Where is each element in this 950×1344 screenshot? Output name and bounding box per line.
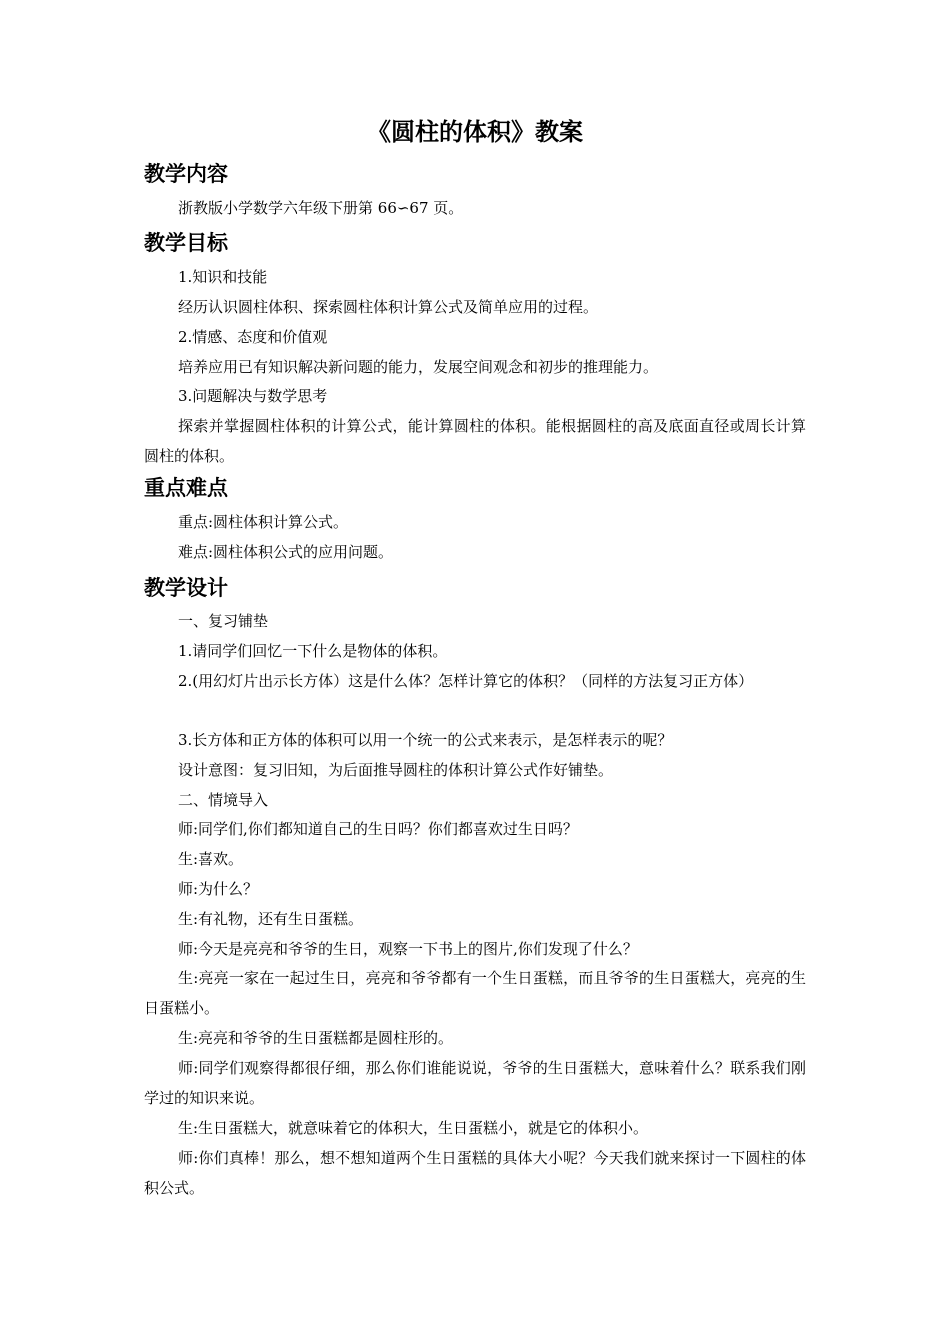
- paragraph: 师:你们真棒！那么，想不想知道两个生日蛋糕的具体大小呢？今天我们就来探讨一下圆柱的体积公式。: [144, 1149, 806, 1197]
- paragraph: 3.长方体和正方体的体积可以用一个统一的公式来表示，是怎样表示的呢？: [178, 731, 673, 749]
- paragraph: 师:今天是亮亮和爷爷的生日，观察一下书上的图片,你们发现了什么？: [178, 940, 638, 958]
- paragraph: 二、情境导入: [178, 791, 269, 809]
- paragraph: 1.请同学们回忆一下什么是物体的体积。: [178, 642, 448, 660]
- paragraph: 经历认识圆柱体积、探索圆柱体积计算公式及简单应用的过程。: [178, 298, 599, 316]
- document-title: 《圆柱的体积》教案: [367, 118, 583, 146]
- paragraph: 难点:圆柱体积公式的应用问题。: [178, 543, 394, 561]
- paragraph: 师:同学们,你们都知道自己的生日吗？你们都喜欢过生日吗？: [178, 820, 578, 838]
- paragraph: 师:同学们观察得都很仔细，那么你们谁能说说，爷爷的生日蛋糕大，意味着什么？联系我们刚学过的知识来说。: [144, 1059, 806, 1107]
- heading-content: 教学内容: [144, 162, 228, 186]
- paragraph: 2.(用幻灯片出示长方体）这是什么体？怎样计算它的体积？（同样的方法复习正方体）: [178, 672, 754, 690]
- paragraph: 生:生日蛋糕大，就意味着它的体积大，生日蛋糕小，就是它的体积小。: [178, 1119, 649, 1137]
- paragraph: 2.情感、态度和价值观: [178, 328, 328, 346]
- paragraph: 1.知识和技能: [178, 268, 268, 286]
- paragraph: 生:亮亮一家在一起过生日，亮亮和爷爷都有一个生日蛋糕，而且爷爷的生日蛋糕大，亮亮的生日蛋糕小。: [144, 969, 806, 1017]
- paragraph: 培养应用已有知识解决新问题的能力，发展空间观念和初步的推理能力。: [178, 358, 659, 376]
- paragraph: 师:为什么？: [178, 880, 259, 898]
- paragraph: 浙教版小学数学六年级下册第 66∽67 页。: [178, 199, 464, 217]
- heading-design: 教学设计: [144, 576, 228, 600]
- paragraph: 生:有礼物，还有生日蛋糕。: [178, 910, 364, 928]
- paragraph: 一、复习铺垫: [178, 612, 269, 630]
- heading-key-points: 重点难点: [144, 476, 228, 500]
- paragraph: 设计意图：复习旧知，为后面推导圆柱的体积计算公式作好铺垫。: [178, 761, 614, 779]
- paragraph: 生:亮亮和爷爷的生日蛋糕都是圆柱形的。: [178, 1029, 454, 1047]
- paragraph: 探索并掌握圆柱体积的计算公式，能计算圆柱的体积。能根据圆柱的高及底面直径或周长计算圆柱的体积。: [144, 417, 806, 465]
- heading-goals: 教学目标: [144, 231, 228, 255]
- paragraph: 3.问题解决与数学思考: [178, 387, 328, 405]
- paragraph: 重点:圆柱体积计算公式。: [178, 513, 349, 531]
- paragraph: 生:喜欢。: [178, 850, 244, 868]
